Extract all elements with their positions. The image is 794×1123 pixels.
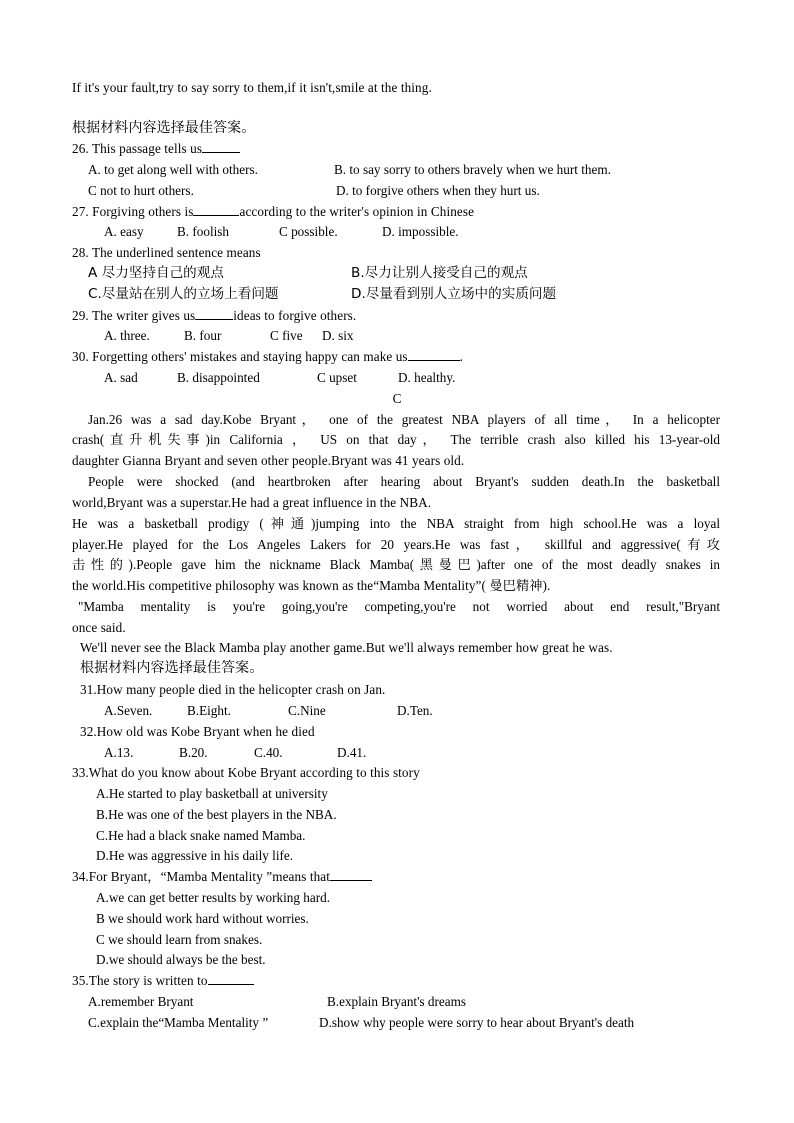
q31-option-d: D.Ten. [397,703,433,718]
question-29 [72,306,356,326]
answer-blank [202,139,240,153]
q31-option-a: A.Seven. [104,703,153,718]
q32-option-c: C.40. [254,745,283,760]
q34-option-d: D.we should always be the best. [96,952,266,967]
q33-option-b: B.He was one of the best players in the NBA. [96,807,337,822]
q28-option-c: C.尽量站在别人的立场上看问题 [88,286,279,302]
question-29-stem-end: ideas to forgive others. [233,308,357,323]
answer-blank [208,971,254,985]
q28-option-d: D.尽量看到别人立场中的实质问题 [351,286,557,302]
q28-option-b: B.尽力让别人接受自己的观点 [351,265,528,281]
instruction-heading: 根据材料内容选择最佳答案。 [80,660,264,676]
question-35 [72,971,254,991]
question-27-stem-start: 27. Forgiving others is [72,204,194,219]
intro-line: If it's your fault,try to say sorry to them,if it isn't,smile at the thing. [72,80,432,95]
instruction-heading: 根据材料内容选择最佳答案。 [72,120,256,136]
question-32: 32.How old was Kobe Bryant when he died [80,724,315,739]
q32-option-d: D.41. [337,745,367,760]
q35-option-b: B.explain Bryant's dreams [327,994,466,1009]
q35-option-d: D.show why people were sorry to hear about Bryant's death [319,1015,635,1030]
question-30-stem: 30. Forgetting others' mistakes and staying happy can make us [72,349,408,364]
q29-option-c: C five [270,328,303,343]
passage-line: "Mamba mentality is you're going,you're competing,you're not worried about end result,"Bryant [78,599,720,614]
passage-line: Jan.26 was a sad day.Kobe Bryant， one of the greatest NBA players of all time， In a helicopter [88,412,720,427]
answer-blank [195,306,233,320]
q32-option-a: A.13. [104,745,134,760]
answer-blank [330,867,372,881]
question-29-stem-start: 29. The writer gives us [72,308,196,323]
q27-option-c: C possible. [279,224,338,239]
question-26 [72,139,240,159]
q35-option-a: A.remember Bryant [88,994,194,1009]
q34-option-a: A.we can get better results by working hard. [96,890,331,905]
question-30: 30. Forgetting others' mistakes and staying happy can make us . [72,349,464,364]
passage-line: once said. [72,620,126,635]
q31-option-c: C.Nine [288,703,326,718]
passage-line: daughter Gianna Bryant and seven other people.Bryant was 41 years old. [72,453,465,468]
q30-option-c: C upset [317,370,357,385]
q33-option-a: A.He started to play basketball at university [96,786,328,801]
answer-blank [408,347,460,361]
passage-line: crash(直升机失事)in California ， US on that day， The terrible crash also killed his 13-year-old [72,432,720,447]
q28-option-a: A 尽力坚持自己的观点 [88,265,224,281]
q27-option-d: D. impossible. [382,224,459,239]
question-31: 31.How many people died in the helicopter crash on Jan. [80,682,386,697]
passage-line: People were shocked (and heartbroken after hearing about Bryant's sudden death.In the basketball [88,474,720,489]
q31-option-b: B.Eight. [187,703,231,718]
q30-option-b: B. disappointed [177,370,260,385]
question-34-stem: 34.For Bryant，“Mamba Mentality ”means that [72,869,331,884]
question-26-stem: 26. This passage tells us [72,141,203,156]
q30-option-d: D. healthy. [398,370,456,385]
q34-option-b: B we should work hard without worries. [96,911,309,926]
q26-option-c: C not to hurt others. [88,183,194,198]
q26-option-a: A. to get along well with others. [88,162,258,177]
q26-option-d: D. to forgive others when they hurt us. [336,183,540,198]
q29-option-a: A. three. [104,328,150,343]
answer-blank [193,202,239,216]
q30-option-a: A. sad [104,370,138,385]
q29-option-b: B. four [184,328,222,343]
question-27-stem-end: according to the writer's opinion in Chinese [239,204,475,219]
question-34 [72,867,372,887]
question-35-stem: 35.The story is written to [72,973,208,988]
question-28: 28. The underlined sentence means [72,245,261,260]
q34-option-c: C we should learn from snakes. [96,932,263,947]
question-33: 33.What do you know about Kobe Bryant according to this story [72,765,420,780]
q33-option-c: C.He had a black snake named Mamba. [96,828,306,843]
q32-option-b: B.20. [179,745,208,760]
question-27 [72,202,474,222]
passage-line: world,Bryant was a superstar.He had a great influence in the NBA. [72,495,432,510]
passage-line: the world.His competitive philosophy was known as the“Mamba Mentality”( 曼巴精神). [72,578,551,593]
q26-option-b: B. to say sorry to others bravely when we hurt them. [334,162,611,177]
q27-option-b: B. foolish [177,224,230,239]
q35-option-c: C.explain the“Mamba Mentality ” [88,1015,269,1030]
q33-option-d: D.He was aggressive in his daily life. [96,848,294,863]
q29-option-d: D. six [322,328,354,343]
section-heading: C [392,391,402,406]
passage-line: We'll never see the Black Mamba play another game.But we'll always remember how great he was. [80,640,613,655]
passage-line: 击性的).People gave him the nickname Black Mamba(黑曼巴)after one of the most deadly snakes in [72,557,720,572]
passage-line: player.He played for the Los Angeles Lakers for 20 years.He was fast， skillful and aggressive(有攻 [72,537,720,552]
passage-line: He was a basketball prodigy (神通)jumping into the NBA straight from high school.He was a loyal [72,516,720,531]
q27-option-a: A. easy [104,224,144,239]
